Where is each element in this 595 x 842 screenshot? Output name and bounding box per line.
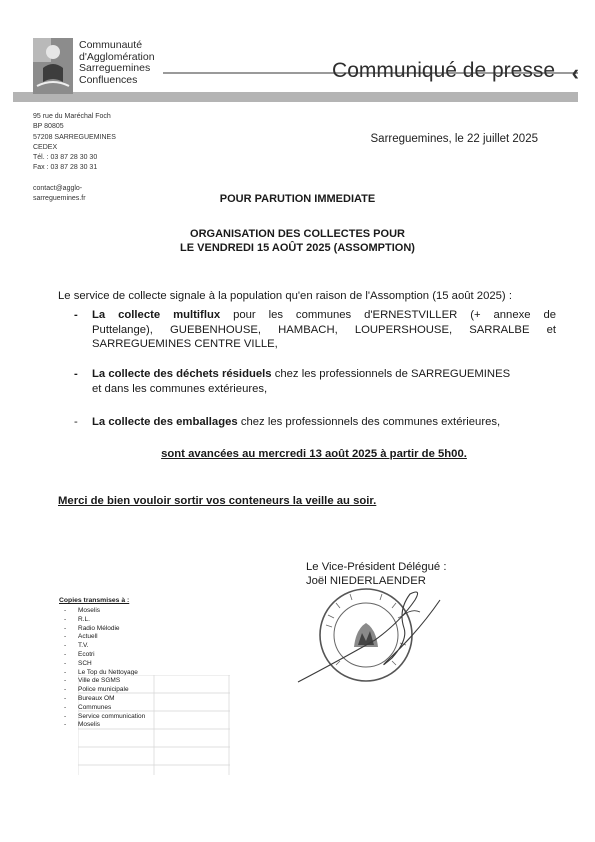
address-line: CEDEX bbox=[33, 143, 58, 151]
contact-email-line: contact@agglo- bbox=[33, 184, 83, 192]
contact-email-line: sarreguemines.fr bbox=[33, 195, 86, 203]
chevron-left-icon: ‹ bbox=[571, 60, 579, 85]
copy-recipient: Radio Mélodie bbox=[78, 624, 120, 632]
list-item: - Police municipale bbox=[64, 686, 129, 694]
press-release-title: Communiqué de presse bbox=[332, 59, 555, 82]
list-item: - Le Top du Nettoyage bbox=[64, 668, 138, 676]
organization-name-line: Confluences bbox=[79, 73, 138, 86]
list-bullet: - bbox=[74, 416, 78, 428]
list-item-line bbox=[92, 367, 556, 382]
list-item: - Service communication bbox=[64, 712, 146, 720]
list-item: - T.V. bbox=[64, 642, 89, 650]
copy-recipient: Bureaux OM bbox=[78, 694, 115, 702]
list-item-rest: chez les professionnels de SARREGUEMINES bbox=[271, 368, 511, 380]
list-item-line: SARREGUEMINES CENTRE VILLE, bbox=[92, 338, 278, 350]
list-bullet: - bbox=[74, 309, 78, 321]
list-item-bold: La collecte des déchets résiduels bbox=[92, 368, 272, 380]
copy-recipient: R.L. bbox=[78, 615, 90, 623]
header-grey-bar bbox=[13, 92, 578, 102]
copy-recipient: Police municipale bbox=[78, 686, 129, 694]
dateline: Sarreguemines, le 22 juillet 2025 bbox=[370, 133, 538, 145]
list-item: - Moselis bbox=[64, 607, 101, 614]
copy-recipient: Actuell bbox=[78, 633, 98, 641]
intro-paragraph: Le service de collecte signale à la population qu'en raison de l'Assomption (15 août 2025) : bbox=[58, 290, 512, 302]
copy-recipient: Communes bbox=[78, 703, 112, 711]
address-line: BP 80805 bbox=[33, 123, 64, 131]
list-item: - SCH bbox=[64, 659, 92, 667]
list-item-text bbox=[92, 367, 556, 396]
copy-recipient: Moselis bbox=[78, 607, 101, 614]
organization-name-line: Communauté bbox=[79, 39, 143, 51]
list-item: - Bureaux OM bbox=[64, 694, 115, 702]
agglomeration-logo-icon bbox=[33, 38, 73, 94]
list-item-rest: chez les professionnels des communes extérieures, bbox=[237, 416, 501, 428]
list-item-line bbox=[92, 308, 556, 323]
release-heading bbox=[0, 227, 595, 255]
list-item: - Actuell bbox=[64, 633, 98, 641]
release-heading-line: ORGANISATION DES COLLECTES POUR bbox=[190, 228, 405, 240]
list-item: - R.L. bbox=[64, 615, 90, 623]
signatory-name: Joël NIEDERLAENDER bbox=[306, 575, 426, 587]
thanks-notice: Merci de bien vouloir sortir vos conteneurs la veille au soir. bbox=[58, 495, 377, 507]
list-item: - Ville de SGMS bbox=[64, 677, 121, 685]
list-item-text bbox=[92, 308, 556, 352]
list-item: - Radio Mélodie bbox=[64, 624, 120, 632]
copy-recipient: SCH bbox=[78, 659, 92, 667]
list-item-bold: La collecte multiflux bbox=[92, 309, 221, 321]
copies-heading: Copies transmises à : bbox=[59, 597, 130, 604]
list-item-line: et dans les communes extérieures, bbox=[92, 382, 268, 395]
list-bullet: - bbox=[74, 368, 78, 380]
address-spacer bbox=[33, 174, 116, 184]
copy-recipient: T.V. bbox=[78, 642, 89, 650]
sender-address bbox=[33, 112, 116, 204]
organization-name-line: d'Agglomération bbox=[79, 50, 155, 63]
list-item-bold: La collecte des emballages bbox=[92, 416, 238, 428]
list-item-line bbox=[92, 415, 556, 430]
copy-recipient: Service communication bbox=[78, 712, 146, 720]
list-item: - Communes bbox=[64, 703, 112, 711]
list-item: - Ecotri bbox=[64, 650, 95, 658]
list-item-text bbox=[92, 415, 556, 430]
organization-name-line: Sarreguemines bbox=[79, 62, 151, 74]
organization-name bbox=[79, 40, 155, 86]
list-item: - Moselis bbox=[64, 721, 101, 729]
signatory-role: Le Vice-Président Délégué : bbox=[306, 561, 447, 573]
list-item-rest: pour les communes d'ERNESTVILLER (+ annexe de bbox=[220, 309, 557, 321]
faint-scan-table bbox=[78, 675, 230, 775]
copy-recipient: Le Top du Nettoyage bbox=[78, 668, 138, 676]
advance-notice: sont avancées au mercredi 13 août 2025 à partir de 5h00. bbox=[161, 448, 467, 460]
copy-recipient: Ville de SGMS bbox=[78, 677, 121, 685]
address-line: 95 rue du Maréchal Foch bbox=[33, 113, 111, 120]
immediate-release-label: POUR PARUTION IMMEDIATE bbox=[219, 193, 376, 205]
address-line: Tél. : 03 87 28 30 30 bbox=[33, 154, 98, 162]
address-line: 57208 SARREGUEMINES bbox=[33, 133, 116, 141]
copy-recipient: Moselis bbox=[78, 721, 101, 729]
address-line: Fax : 03 87 28 30 31 bbox=[33, 164, 98, 172]
list-item-line: Puttelange), GUEBENHOUSE, HAMBACH, LOUPERSHOUSE, SARRALBE et bbox=[92, 323, 556, 336]
copy-recipient: Ecotri bbox=[78, 650, 95, 658]
handwritten-signature bbox=[280, 570, 450, 700]
release-heading-line: LE VENDREDI 15 AOÛT 2025 (ASSOMPTION) bbox=[180, 242, 415, 254]
